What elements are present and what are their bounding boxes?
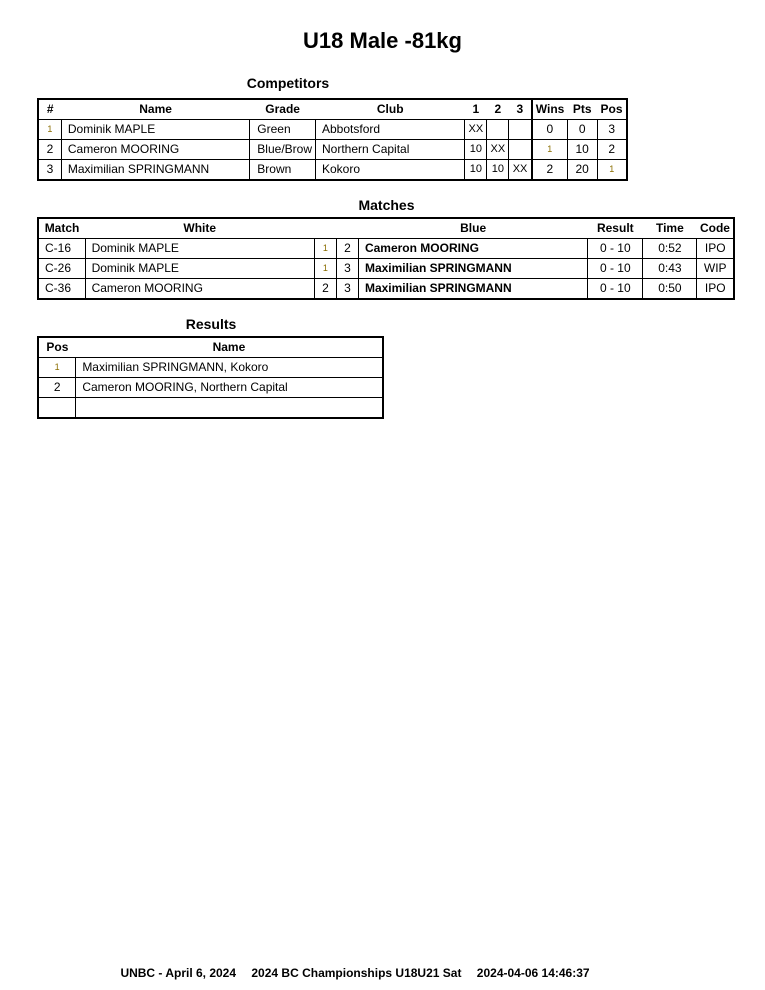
competitor-club: Northern Capital xyxy=(316,140,465,160)
result-pos: 1 xyxy=(38,358,76,378)
col-match: Match xyxy=(38,218,85,239)
col-wins: Wins xyxy=(532,99,568,120)
col-white-num xyxy=(314,218,336,239)
competitor-club: Abbotsford xyxy=(316,120,465,140)
blue-num: 3 xyxy=(336,259,358,279)
competitor-grade: Green xyxy=(250,120,316,140)
competitor-num: 2 xyxy=(38,140,61,160)
competitors-table xyxy=(37,98,628,181)
col-pos: Pos xyxy=(38,337,76,358)
page-footer xyxy=(0,966,710,980)
blue-num: 2 xyxy=(336,239,358,259)
competitor-grade: Brown xyxy=(250,160,316,181)
round-3-score: XX xyxy=(509,160,532,181)
col-name: Name xyxy=(76,337,383,358)
match-time: 0:52 xyxy=(643,239,697,259)
table-row xyxy=(38,378,383,398)
col-blue-num xyxy=(336,218,358,239)
competitor-name: Maximilian SPRINGMANN xyxy=(61,160,249,181)
table-row xyxy=(38,239,734,259)
matches-title: Matches xyxy=(358,197,415,213)
round-1-score: 10 xyxy=(465,160,487,181)
col-round-2: 2 xyxy=(487,99,509,120)
table-row xyxy=(38,259,734,279)
competitor-name: Cameron MOORING xyxy=(61,140,249,160)
blue-num: 3 xyxy=(336,279,358,300)
competitor-club: Kokoro xyxy=(316,160,465,181)
round-2-score: XX xyxy=(487,140,509,160)
result-name: Cameron MOORING, Northern Capital xyxy=(76,378,383,398)
match-result: 0 - 10 xyxy=(588,259,643,279)
result-pos xyxy=(38,398,76,419)
competitors-title: Competitors xyxy=(246,75,330,91)
table-row xyxy=(38,160,627,181)
match-id: C-16 xyxy=(38,239,85,259)
col-name: Name xyxy=(61,99,249,120)
round-1-score: XX xyxy=(465,120,487,140)
match-time: 0:43 xyxy=(643,259,697,279)
white-num: 1 xyxy=(314,259,336,279)
blue-name: Maximilian SPRINGMANN xyxy=(358,279,587,300)
competitor-grade: Blue/Brow xyxy=(250,140,316,160)
match-result: 0 - 10 xyxy=(588,239,643,259)
col-code: Code xyxy=(697,218,734,239)
competitor-wins: 1 xyxy=(532,140,568,160)
table-row xyxy=(38,120,627,140)
competitor-pts: 20 xyxy=(567,160,597,181)
col-round-3: 3 xyxy=(509,99,532,120)
competitor-wins: 2 xyxy=(532,160,568,181)
col-num: # xyxy=(38,99,61,120)
results-title: Results xyxy=(185,316,237,332)
col-club: Club xyxy=(316,99,465,120)
col-white: White xyxy=(85,218,314,239)
matches-table xyxy=(37,217,735,300)
col-round-1: 1 xyxy=(465,99,487,120)
table-row xyxy=(38,279,734,300)
white-name: Cameron MOORING xyxy=(85,279,314,300)
match-code: IPO xyxy=(697,239,734,259)
competitor-name: Dominik MAPLE xyxy=(61,120,249,140)
col-result: Result xyxy=(588,218,643,239)
competitor-pos: 3 xyxy=(597,120,627,140)
match-time: 0:50 xyxy=(643,279,697,300)
col-grade: Grade xyxy=(250,99,316,120)
blue-name: Maximilian SPRINGMANN xyxy=(358,259,587,279)
result-pos: 2 xyxy=(38,378,76,398)
col-pos: Pos xyxy=(597,99,627,120)
col-time: Time xyxy=(643,218,697,239)
round-3-score xyxy=(509,140,532,160)
match-code: IPO xyxy=(697,279,734,300)
competitor-pos: 2 xyxy=(597,140,627,160)
matches-header-row xyxy=(38,218,734,239)
footer-timestamp: 2024-04-06 14:46:37 xyxy=(476,966,590,980)
page-title: U18 Male -81kg xyxy=(303,28,462,53)
result-name xyxy=(76,398,383,419)
table-row xyxy=(38,358,383,378)
competitor-num: 1 xyxy=(38,120,61,140)
white-name: Dominik MAPLE xyxy=(85,239,314,259)
white-num: 1 xyxy=(314,239,336,259)
competitor-wins: 0 xyxy=(532,120,568,140)
competitor-pts: 10 xyxy=(567,140,597,160)
results-table xyxy=(37,336,384,419)
footer-event: 2024 BC Championships U18U21 Sat xyxy=(251,966,462,980)
table-row xyxy=(38,398,383,419)
col-pts: Pts xyxy=(567,99,597,120)
match-code: WIP xyxy=(697,259,734,279)
footer-venue: UNBC - April 6, 2024 xyxy=(120,966,237,980)
results-header-row xyxy=(38,337,383,358)
white-name: Dominik MAPLE xyxy=(85,259,314,279)
round-2-score: 10 xyxy=(487,160,509,181)
white-num: 2 xyxy=(314,279,336,300)
match-result: 0 - 10 xyxy=(588,279,643,300)
round-2-score xyxy=(487,120,509,140)
match-id: C-26 xyxy=(38,259,85,279)
competitor-pos: 1 xyxy=(597,160,627,181)
round-1-score: 10 xyxy=(465,140,487,160)
col-blue: Blue xyxy=(358,218,587,239)
blue-name: Cameron MOORING xyxy=(358,239,587,259)
competitor-num: 3 xyxy=(38,160,61,181)
round-3-score xyxy=(509,120,532,140)
match-id: C-36 xyxy=(38,279,85,300)
competitor-pts: 0 xyxy=(567,120,597,140)
result-name: Maximilian SPRINGMANN, Kokoro xyxy=(76,358,383,378)
table-row xyxy=(38,140,627,160)
competitors-header-row xyxy=(38,99,627,120)
